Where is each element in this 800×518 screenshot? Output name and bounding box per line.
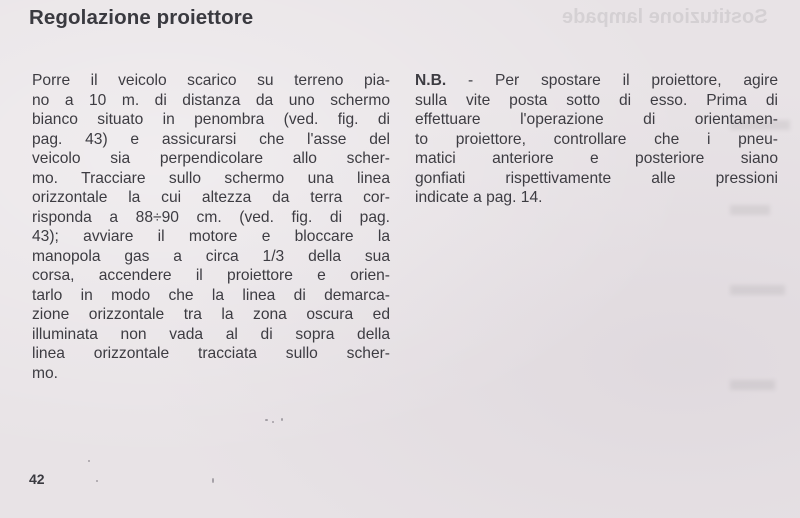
note-line: indicate a pag. 14. [415, 189, 543, 206]
page-number: 42 [29, 471, 45, 487]
page-title: Regolazione proiettore [29, 6, 254, 29]
paper-speck [96, 480, 98, 482]
body-line: no a 10 m. di distanza da uno schermo [32, 91, 390, 109]
body-line: corsa, accendere il proiettore e orien- [32, 267, 390, 284]
body-line: Porre il veicolo scarico su terreno pia- [32, 72, 390, 89]
body-line: risponda a 88÷90 cm. (ved. fig. di pag. [32, 208, 390, 226]
body-line: 43); avviare il motore e bloccare la [32, 228, 390, 245]
note-line: effettuare l'operazione di orientamen- [415, 111, 778, 128]
body-line: veicolo sia perpendicolare allo scher- [32, 150, 390, 167]
nb-label: N.B. [415, 72, 447, 89]
body-line: linea orizzontale tracciata sullo scher- [32, 345, 390, 362]
note-line: sulla vite posta sotto di esso. Prima di [415, 91, 778, 109]
body-line: illuminata non vada al di sopra della [32, 325, 390, 343]
note-line: matici anteriore e posteriore siano [415, 150, 778, 167]
paper-speck [212, 478, 214, 483]
right-column-note [415, 71, 778, 208]
note-line: to proiettore, controllare che i pneu- [415, 130, 778, 148]
body-line: manopola gas a circa 1/3 della sua [32, 247, 390, 265]
body-line: mo. [32, 364, 58, 382]
note-first-line-text: - Per spostare il proiettore, agire [446, 72, 778, 89]
body-line: zione orizzontale tra la zona oscura ed [32, 306, 390, 323]
body-line: orizzontale la cui altezza da terra cor- [32, 189, 390, 206]
body-line: pag. 43) e assicurarsi che l'asse del [32, 130, 390, 148]
paper-speck [88, 460, 90, 462]
note-line: gonfiati rispettivamente alle pressioni [415, 169, 778, 187]
paper-speck [272, 421, 274, 423]
paper-speck [281, 418, 283, 421]
note-first-line [415, 71, 778, 91]
body-line: mo. Tracciare sullo schermo una linea [32, 169, 390, 187]
body-line: bianco situato in penombra (ved. fig. di [32, 111, 390, 128]
left-column-body [32, 71, 390, 383]
paper-speck [265, 419, 268, 421]
body-line: tarlo in modo che la linea di demarca- [32, 286, 390, 304]
